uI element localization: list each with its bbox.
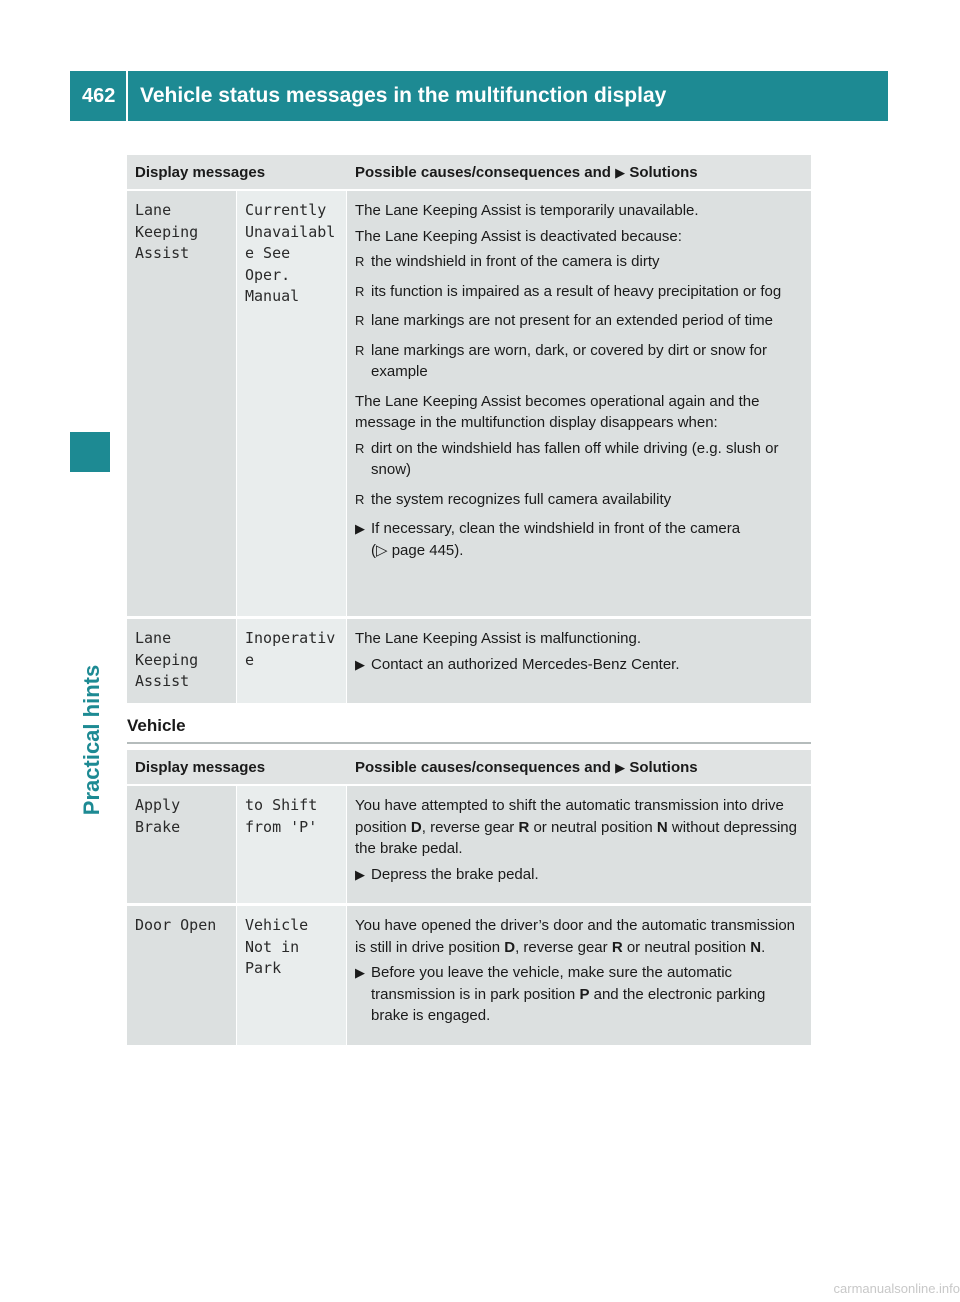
- action-step: ▶ Depress the brake pedal.: [355, 864, 803, 886]
- table-row: [127, 619, 811, 706]
- action-step: ▶ If necessary, clean the windshield in front of the camera (▷ page 445).: [355, 520, 741, 559]
- paragraph: You have opened the driver’s door and the automatic transmission is still in drive position D, reverse gear R or neutral position N.: [355, 917, 796, 956]
- causes-solutions-cell: [347, 191, 811, 619]
- action-step: ▶ Contact an authorized Mercedes-Benz Center.: [355, 654, 803, 676]
- list-item: R lane markings are worn, dark, or covered by dirt or snow for example: [355, 340, 803, 383]
- list-item: R its function is impaired as a result of heavy precipitation or fog: [355, 281, 803, 303]
- section-tab: [72, 650, 112, 830]
- display-message-col2: Inoperativ e: [237, 619, 347, 706]
- table-row: [127, 786, 811, 906]
- display-message-col1: Lane Keeping Assist: [127, 619, 237, 706]
- header-display-messages: Display messages: [127, 155, 347, 191]
- header-causes-solutions: Possible causes/consequences and ▶ Solutions: [347, 155, 811, 191]
- step-arrow-icon: ▶: [355, 866, 366, 882]
- display-message-col2: to Shift from 'P': [237, 786, 347, 906]
- section-heading-vehicle: Vehicle: [127, 716, 811, 744]
- solutions-arrow-icon: ▶: [615, 164, 626, 180]
- watermark-url: carmanualsonline.info: [833, 1281, 960, 1296]
- paragraph: The Lane Keeping Assist is malfunctioning.: [355, 630, 642, 647]
- page-title: Vehicle status messages in the multifunction display: [140, 84, 667, 107]
- display-message-col1: Door Open: [127, 906, 237, 1048]
- table-header-row: [127, 750, 811, 786]
- step-arrow-icon: ▶: [355, 656, 366, 672]
- list-item: R the system recognizes full camera availability: [355, 489, 803, 511]
- list-item: R lane markings are not present for an extended period of time: [355, 310, 803, 332]
- page-header: [70, 71, 888, 121]
- page-number: 462: [82, 85, 116, 107]
- table-header-row: [127, 155, 811, 191]
- step-arrow-icon: ▶: [355, 521, 366, 536]
- paragraph: The Lane Keeping Assist is deactivated because:: [355, 227, 682, 245]
- section-tab-label: Practical hints: [79, 664, 104, 816]
- paragraph: You have attempted to shift the automatic transmission into drive position D, reverse gear R or neutral position N without depressing the brake pedal.: [355, 797, 797, 857]
- causes-solutions-cell: [347, 786, 811, 906]
- step-arrow-icon: ▶: [355, 965, 366, 980]
- causes-solutions-cell: [347, 619, 811, 706]
- header-display-messages: Display messages: [127, 750, 347, 786]
- display-message-col2: Currently Unavailabl e See Oper. Manual: [237, 191, 347, 619]
- section-tab-marker: [70, 432, 110, 472]
- table-row: [127, 191, 811, 619]
- paragraph: The Lane Keeping Assist becomes operational again and the message in the multifunction display disappears when:: [355, 392, 760, 431]
- messages-table-lane-keeping: [127, 155, 811, 706]
- paragraph: The Lane Keeping Assist is temporarily unavailable.: [355, 202, 699, 219]
- list-item: R dirt on the windshield has fallen off while driving (e.g. slush or snow): [355, 438, 803, 481]
- list-item: R the windshield in front of the camera is dirty: [355, 251, 803, 273]
- header-divider: [126, 71, 128, 121]
- display-message-col1: Lane Keeping Assist: [127, 191, 237, 619]
- display-message-col2: Vehicle Not in Park: [237, 906, 347, 1048]
- messages-table-vehicle: [127, 750, 811, 1048]
- causes-solutions-cell: [347, 906, 811, 1048]
- solutions-arrow-icon: ▶: [615, 759, 626, 775]
- page-reference: (▷ page 445).: [371, 541, 464, 559]
- table-row: [127, 906, 811, 1048]
- header-causes-solutions: Possible causes/consequences and ▶ Solutions: [347, 750, 811, 786]
- display-message-col1: Apply Brake: [127, 786, 237, 906]
- action-step: ▶ Before you leave the vehicle, make sure the automatic transmission is in park position P and the electronic parking brake is engaged.: [355, 964, 766, 1024]
